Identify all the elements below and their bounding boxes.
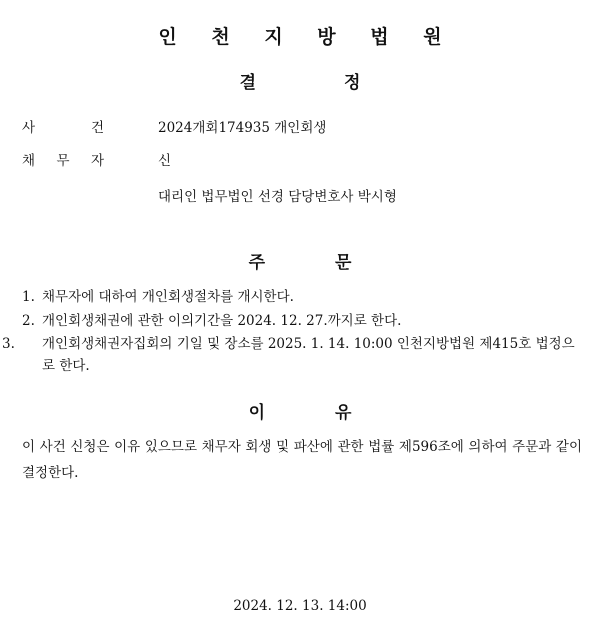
reason-heading-char-1: 이 [248, 403, 265, 423]
order-item-2 [22, 310, 582, 332]
court-name: 인 천 지 방 법 원 [158, 26, 456, 48]
decision-heading-char-1: 결 [239, 73, 256, 93]
debtor-label: 채 무 자 [22, 153, 104, 169]
order-heading-char-1: 주 [248, 253, 265, 273]
order-item-text: 개인회생채권자집회의 기일 및 장소를 2025. 1. 14. 10:00 인천지방법원 제415호 법정으로 한다. [42, 336, 575, 374]
debtor-name: 신 [158, 153, 172, 169]
order-heading [0, 248, 600, 273]
case-row [22, 116, 327, 136]
order-item-number: 1. [22, 289, 35, 305]
order-item-text: 채무자에 대하여 개인회생절차를 개시한다. [42, 289, 294, 305]
order-item-number: 3. [2, 336, 15, 352]
order-heading-char-2: 문 [335, 253, 352, 273]
decision-date: 2024. 12. 13. 14:00 [233, 598, 367, 614]
decision-heading-char-2: 정 [344, 73, 361, 93]
order-item-1 [22, 286, 582, 308]
decision-heading [0, 68, 600, 93]
reason-heading-char-2: 유 [335, 403, 352, 423]
order-item-3 [2, 333, 582, 377]
order-item-text: 개인회생채권에 관한 이의기간을 2024. 12. 27.까지로 한다. [42, 313, 402, 329]
case-number: 2024개회174935 개인회생 [158, 120, 327, 136]
case-label: 사 건 [22, 120, 104, 136]
agent-name: 대리인 법무법인 선경 담당변호사 박시형 [158, 189, 397, 205]
order-item-number: 2. [22, 313, 35, 329]
reason-text: 이 사건 신청은 이유 있으므로 채무자 회생 및 파산에 관한 법률 제596조에 의하여 주문과 같이 결정한다. [22, 439, 582, 481]
debtor-row [22, 149, 172, 169]
reason-heading [0, 398, 600, 423]
